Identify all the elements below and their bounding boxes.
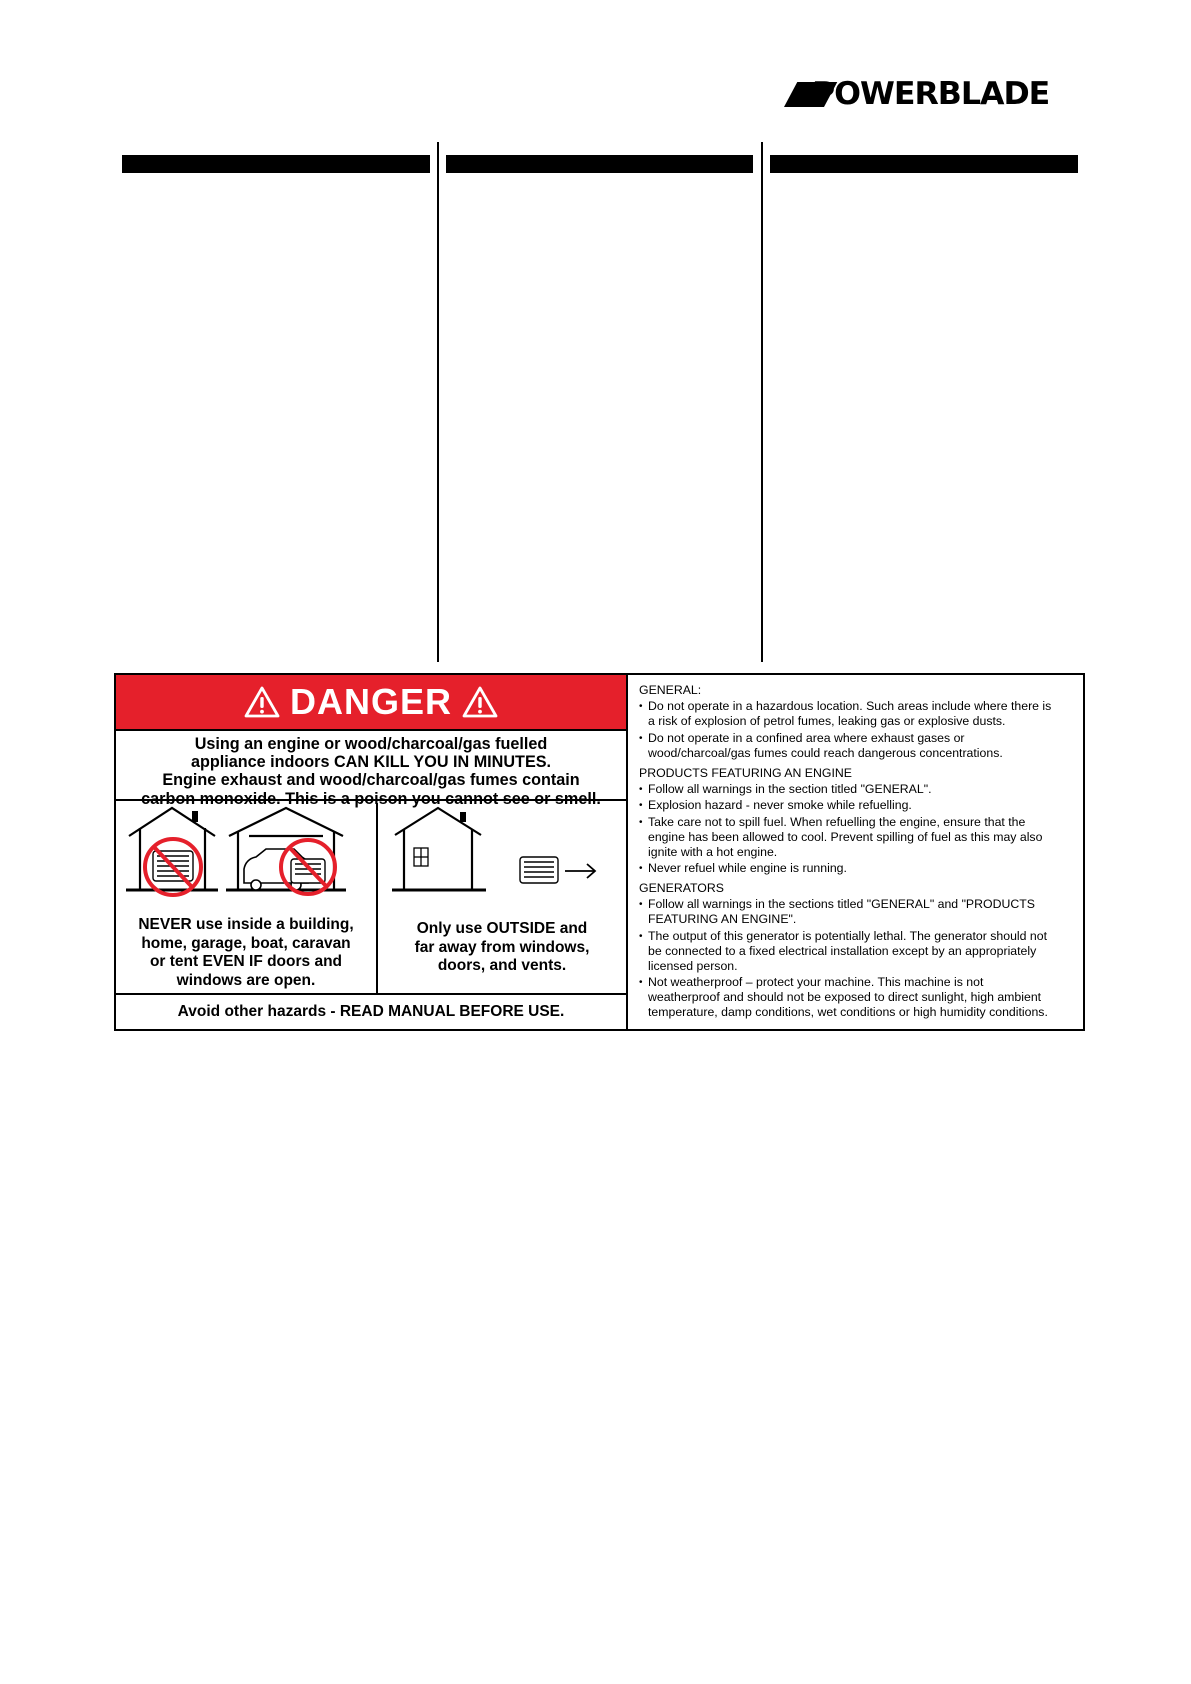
danger-title: DANGER	[289, 681, 452, 722]
danger-message-line: carbon monoxide. This is a poison you cannot see or smell.	[141, 789, 601, 808]
warning-triangle-icon	[244, 686, 280, 718]
general-heading: GENERAL:	[639, 683, 702, 697]
list-item: • Take care not to spill fuel. When refuelling the engine, ensure that the engine has been allowed to cool. Prevent spilling of fuel as this may also ignite with a hot engine.	[639, 815, 1077, 860]
only-use-outside-text	[378, 920, 626, 976]
arrow-right-icon	[565, 864, 595, 878]
generator-icon	[520, 857, 558, 883]
never-line: NEVER use inside a building,	[138, 916, 354, 933]
list-item: • The output of this generator is potentially lethal. The generator should not be connected to a fixed electrical installation except by an appropriately licensed person.	[639, 929, 1077, 974]
outdoor-use-pictogram	[378, 803, 626, 915]
pictogram-area	[116, 803, 626, 995]
list-item: • Explosion hazard - never smoke while refuelling.	[639, 798, 1077, 813]
brand-logo	[772, 76, 1084, 112]
danger-banner	[116, 675, 626, 731]
danger-message-line: appliance indoors CAN KILL YOU IN MINUTES.	[190, 753, 552, 772]
house-icon	[392, 808, 486, 890]
column-divider-2	[761, 142, 763, 662]
never-line: home, garage, boat, caravan	[141, 934, 351, 952]
column-header-1	[122, 155, 430, 173]
never-line: or tent EVEN IF doors and	[149, 953, 343, 970]
danger-message-line: Engine exhaust and wood/charcoal/gas fumes contain	[162, 771, 580, 790]
general-list	[639, 699, 1077, 761]
never-indoors-section	[116, 803, 378, 993]
list-item: • Follow all warnings in the sections titled "GENERAL" and "PRODUCTS FEATURING AN ENGINE".	[639, 897, 1077, 927]
outside-line: doors, and vents.	[437, 957, 567, 974]
generators-heading: GENERATORS	[639, 881, 724, 895]
outside-line: Only use OUTSIDE and	[416, 920, 588, 937]
list-item: • Do not operate in a confined area where exhaust gases or wood/charcoal/gas fumes could reach dangerous concentrations.	[639, 731, 1077, 761]
never-use-indoors-text	[116, 916, 376, 990]
never-line: windows are open.	[176, 971, 316, 989]
outside-use-section	[378, 803, 626, 993]
danger-message	[116, 731, 626, 808]
list-item: • Follow all warnings in the section titled "GENERAL".	[639, 782, 1077, 797]
column-divider-1	[437, 142, 439, 662]
engine-heading: PRODUCTS FEATURING AN ENGINE	[639, 765, 852, 780]
danger-message-line: Using an engine or wood/charcoal/gas fuelled	[194, 735, 548, 753]
window-icon	[414, 848, 428, 866]
read-manual-footer: Avoid other hazards - READ MANUAL BEFORE USE.	[177, 1003, 565, 1020]
list-item: • Not weatherproof – protect your machine. This machine is not weatherproof and should not be exposed to direct sunlight, high ambient temperature, damp conditions, wet conditions or high humidity conditions.	[639, 975, 1077, 1020]
list-item: • Do not operate in a hazardous location. Such areas include where there is a risk of explosion of petrol fumes, leaking gas or explosive dusts.	[639, 699, 1077, 729]
warning-triangle-icon	[462, 686, 498, 718]
column-header-2	[446, 155, 753, 173]
list-item: • Never refuel while engine is running.	[639, 861, 1077, 876]
brand-name: POWERBLADE	[812, 76, 1050, 112]
outside-line: far away from windows,	[414, 938, 590, 956]
engine-list	[639, 782, 1077, 877]
danger-label	[116, 675, 628, 1029]
column-header-3	[770, 155, 1078, 173]
warnings-text	[628, 675, 1083, 1029]
generators-list	[639, 897, 1077, 1020]
safety-label-panel	[114, 673, 1085, 1031]
no-indoor-use-pictogram	[116, 803, 376, 915]
